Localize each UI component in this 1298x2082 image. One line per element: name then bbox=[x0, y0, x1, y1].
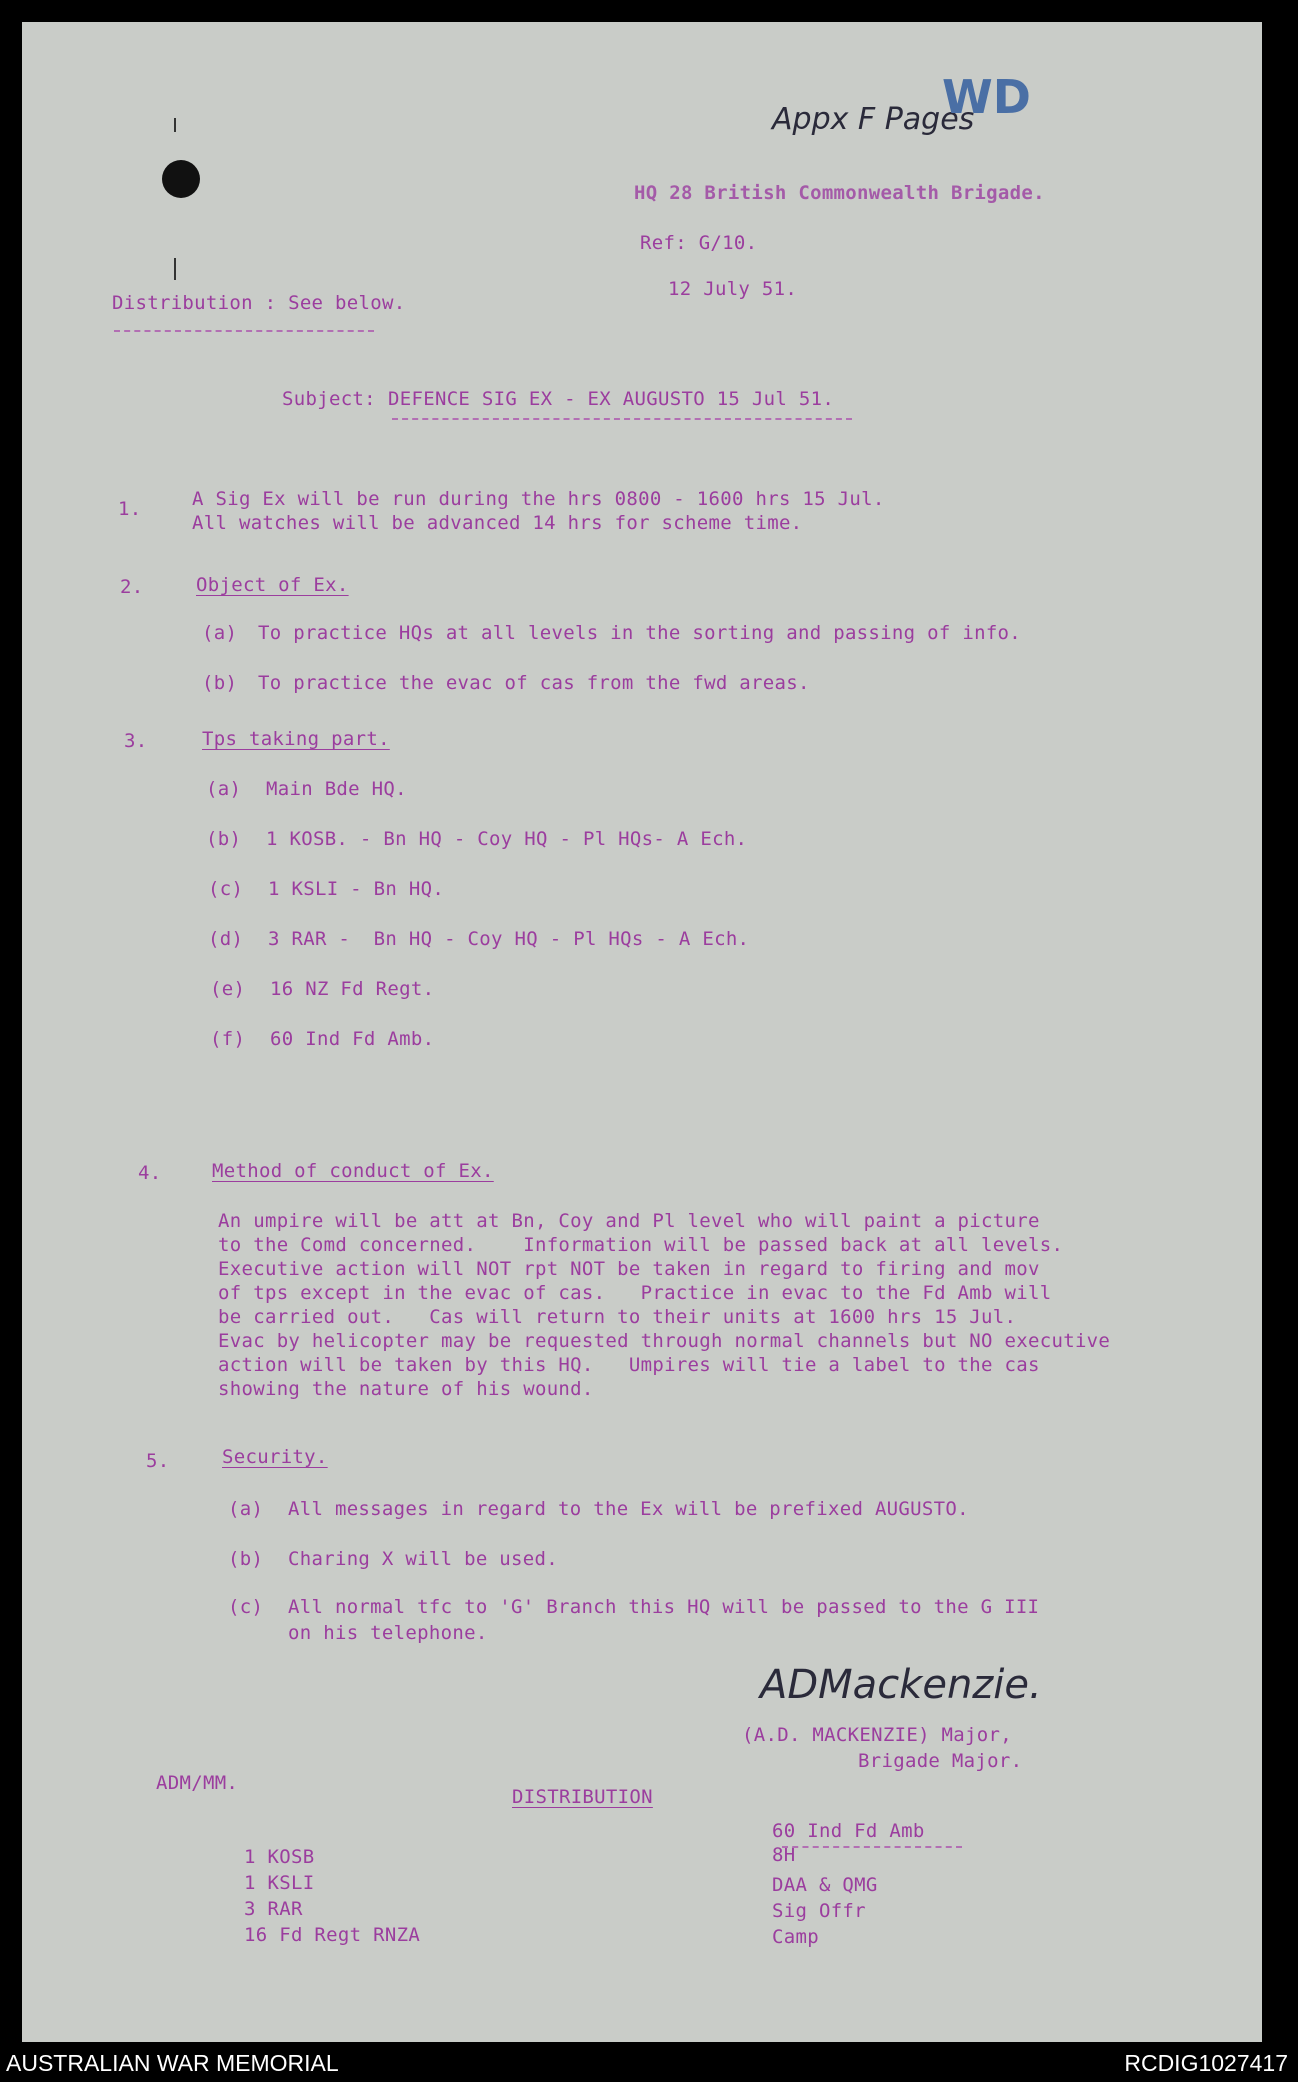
para3-item-mark: (d) bbox=[208, 928, 244, 950]
subject-text: DEFENCE SIG EX - EX AUGUSTO 15 Jul 51. bbox=[388, 388, 835, 410]
para5-item-text: All normal tfc to 'G' Branch this HQ will be passed to the G III bbox=[288, 1596, 1040, 1618]
signature-name: (A.D. MACKENZIE) Major, bbox=[742, 1724, 1012, 1746]
para3-item-text: 3 RAR - Bn HQ - Coy HQ - Pl HQs - A Ech. bbox=[268, 928, 750, 950]
para3-item-text: 1 KSLI - Bn HQ. bbox=[268, 878, 445, 900]
para3-item-mark: (b) bbox=[206, 828, 242, 850]
para2-number: 2. bbox=[120, 576, 144, 598]
para2-item-text: To practice HQs at all levels in the sorting and passing of info. bbox=[258, 622, 1022, 644]
distribution-right-item: 60 Ind Fd Amb bbox=[772, 1820, 925, 1842]
para5-heading: Security. bbox=[222, 1446, 328, 1468]
para1-line: All watches will be advanced 14 hrs for scheme time. bbox=[192, 512, 803, 534]
footer-archive-name: AUSTRALIAN WAR MEMORIAL bbox=[6, 2050, 339, 2076]
para4-line: Evac by helicopter may be requested through normal channels but NO executive bbox=[218, 1330, 1111, 1352]
para3-item-text: 60 Ind Fd Amb. bbox=[270, 1028, 435, 1050]
distribution-right-item: Sig Offr bbox=[772, 1900, 866, 1922]
para1-line: A Sig Ex will be run during the hrs 0800 - 1600 hrs 15 Jul. bbox=[192, 488, 885, 510]
para3-item-text: 1 KOSB. - Bn HQ - Coy HQ - Pl HQs- A Ech. bbox=[266, 828, 748, 850]
header-ref: Ref: G/10. bbox=[640, 232, 758, 254]
distribution-left-item: 3 RAR bbox=[244, 1898, 303, 1920]
para4-line: to the Comd concerned. Information will be passed back at all levels. bbox=[218, 1234, 1064, 1256]
distribution-left-item: 1 KOSB bbox=[244, 1846, 315, 1868]
distribution-left-item: 1 KSLI bbox=[244, 1872, 315, 1894]
para4-heading: Method of conduct of Ex. bbox=[212, 1160, 494, 1182]
para2-item-text: To practice the evac of cas from the fwd areas. bbox=[258, 672, 810, 694]
footer-record-id: RCDIG1027417 bbox=[1124, 2050, 1288, 2076]
dash-rule bbox=[392, 418, 852, 420]
para4-line: be carried out. Cas will return to their units at 1600 hrs 15 Jul. bbox=[218, 1306, 1017, 1328]
para3-heading: Tps taking part. bbox=[202, 728, 390, 750]
mark bbox=[174, 258, 176, 280]
handwritten-initials: WD bbox=[942, 70, 1031, 124]
signature-title: Brigade Major. bbox=[858, 1750, 1023, 1772]
distribution-left-item: 16 Fd Regt RNZA bbox=[244, 1924, 421, 1946]
distribution-line: Distribution : See below. bbox=[112, 292, 406, 314]
para2-item-mark: (a) bbox=[202, 622, 238, 644]
mark bbox=[174, 118, 176, 132]
para3-item-text: 16 NZ Fd Regt. bbox=[270, 978, 435, 1000]
para3-item-mark: (f) bbox=[210, 1028, 246, 1050]
para5-item-mark: (c) bbox=[228, 1596, 264, 1618]
para5-item-mark: (a) bbox=[228, 1498, 264, 1520]
para4-line: Executive action will NOT rpt NOT be taken in regard to firing and mov bbox=[218, 1258, 1040, 1280]
para4-number: 4. bbox=[138, 1162, 162, 1184]
para3-number: 3. bbox=[124, 730, 148, 752]
para2-heading: Object of Ex. bbox=[196, 574, 349, 596]
header-unit: HQ 28 British Commonwealth Brigade. bbox=[634, 182, 1045, 204]
distribution-right-item: DAA & QMG bbox=[772, 1874, 878, 1896]
handwritten-note: Appx F Pages bbox=[772, 102, 975, 137]
punch-hole bbox=[162, 160, 200, 198]
distribution-right-item: 8H bbox=[772, 1844, 796, 1866]
distribution-right-item: Camp bbox=[772, 1926, 819, 1948]
para3-item-mark: (e) bbox=[210, 978, 246, 1000]
dash-rule bbox=[782, 1846, 962, 1848]
para3-item-mark: (c) bbox=[208, 878, 244, 900]
para4-line: of tps except in the evac of cas. Practice in evac to the Fd Amb will bbox=[218, 1282, 1052, 1304]
para2-item-mark: (b) bbox=[202, 672, 238, 694]
para3-item-text: Main Bde HQ. bbox=[266, 778, 407, 800]
document-page bbox=[22, 22, 1262, 2042]
para5-item-text: Charing X will be used. bbox=[288, 1548, 558, 1570]
subject-label: Subject: bbox=[282, 388, 376, 410]
para4-line: action will be taken by this HQ. Umpires will tie a label to the cas bbox=[218, 1354, 1040, 1376]
para4-line: showing the nature of his wound. bbox=[218, 1378, 594, 1400]
signature: ADMackenzie. bbox=[760, 1662, 1042, 1708]
dash-rule bbox=[114, 330, 374, 332]
para5-item-mark: (b) bbox=[228, 1548, 264, 1570]
para5-item-text: All messages in regard to the Ex will be prefixed AUGUSTO. bbox=[288, 1498, 969, 1520]
para5-item-text: on his telephone. bbox=[288, 1622, 488, 1644]
reference-initials: ADM/MM. bbox=[156, 1772, 239, 1794]
distribution-heading: DISTRIBUTION bbox=[512, 1786, 653, 1808]
header-date: 12 July 51. bbox=[668, 278, 798, 300]
para3-item-mark: (a) bbox=[206, 778, 242, 800]
para5-number: 5. bbox=[146, 1450, 170, 1472]
para4-line: An umpire will be att at Bn, Coy and Pl level who will paint a picture bbox=[218, 1210, 1040, 1232]
para1-number: 1. bbox=[118, 498, 142, 520]
